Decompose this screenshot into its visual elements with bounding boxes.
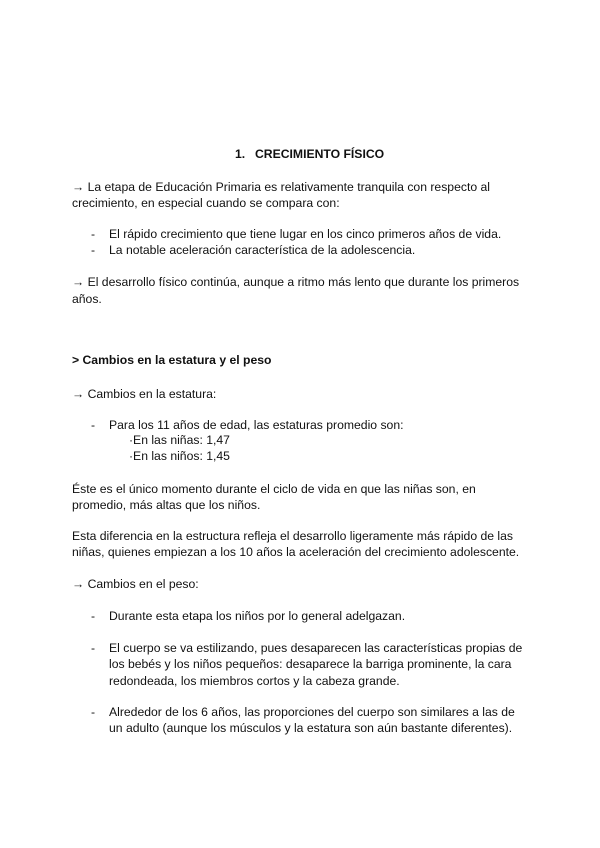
peso-label: → Cambios en el peso:	[72, 577, 199, 591]
body-paragraph-line: Esta diferencia en la estructura refleja el desarrollo ligeramente más rápido de las	[72, 529, 514, 543]
bullet-marker: -	[91, 609, 96, 623]
list-item-continuation: redondeada, los miembros cortos y la cabeza grande.	[109, 674, 400, 688]
page-title: CRECIMIENTO FÍSICO	[255, 147, 385, 161]
sub-list-item: ·En las niños: 1,45	[129, 449, 230, 463]
list-item-continuation: un adulto (aunque los músculos y la estatura son aún bastante diferentes).	[109, 721, 513, 735]
section-title: > Cambios en la estatura y el peso	[72, 353, 272, 367]
list-item: Alrededor de los 6 años, las proporciones del cuerpo son similares a las de	[109, 705, 515, 719]
sub-list-item: ·En las niñas: 1,47	[129, 433, 230, 447]
heading-number: 1.	[235, 147, 246, 161]
body-paragraph-line: Éste es el único momento durante el ciclo de vida en que las niñas son, en	[72, 482, 476, 496]
intro-paragraph-line: → La etapa de Educación Primaria es relativamente tranquila con respecto al	[72, 180, 490, 194]
list-item: Durante esta etapa los niños por lo general adelgazan.	[109, 609, 406, 623]
bullet-marker: -	[91, 705, 96, 719]
list-item: El cuerpo se va estilizando, pues desaparecen las características propias de	[109, 641, 523, 655]
bullet-marker: -	[91, 641, 96, 655]
intro-paragraph-line: años.	[72, 292, 102, 306]
intro-paragraph-line: crecimiento, en especial cuando se compara con:	[72, 196, 340, 210]
body-paragraph-line: niñas, quienes empiezan a los 10 años la aceleración del crecimiento adolescente.	[72, 545, 520, 559]
intro-paragraph-line: → El desarrollo físico continúa, aunque a ritmo más lento que durante los primeros	[72, 275, 520, 289]
estatura-label: → Cambios en la estatura:	[72, 387, 217, 401]
list-item: Para los 11 años de edad, las estaturas promedio son:	[109, 418, 404, 432]
list-item: El rápido crecimiento que tiene lugar en los cinco primeros años de vida.	[109, 227, 502, 241]
bullet-marker: -	[91, 418, 96, 432]
list-item-continuation: los bebés y los niños pequeños: desaparece la barriga prominente, la cara	[109, 657, 512, 671]
body-paragraph-line: promedio, más altas que los niños.	[72, 498, 261, 512]
bullet-marker: -	[91, 243, 96, 257]
bullet-marker: -	[91, 227, 96, 241]
list-item: La notable aceleración característica de la adolescencia.	[109, 243, 416, 257]
